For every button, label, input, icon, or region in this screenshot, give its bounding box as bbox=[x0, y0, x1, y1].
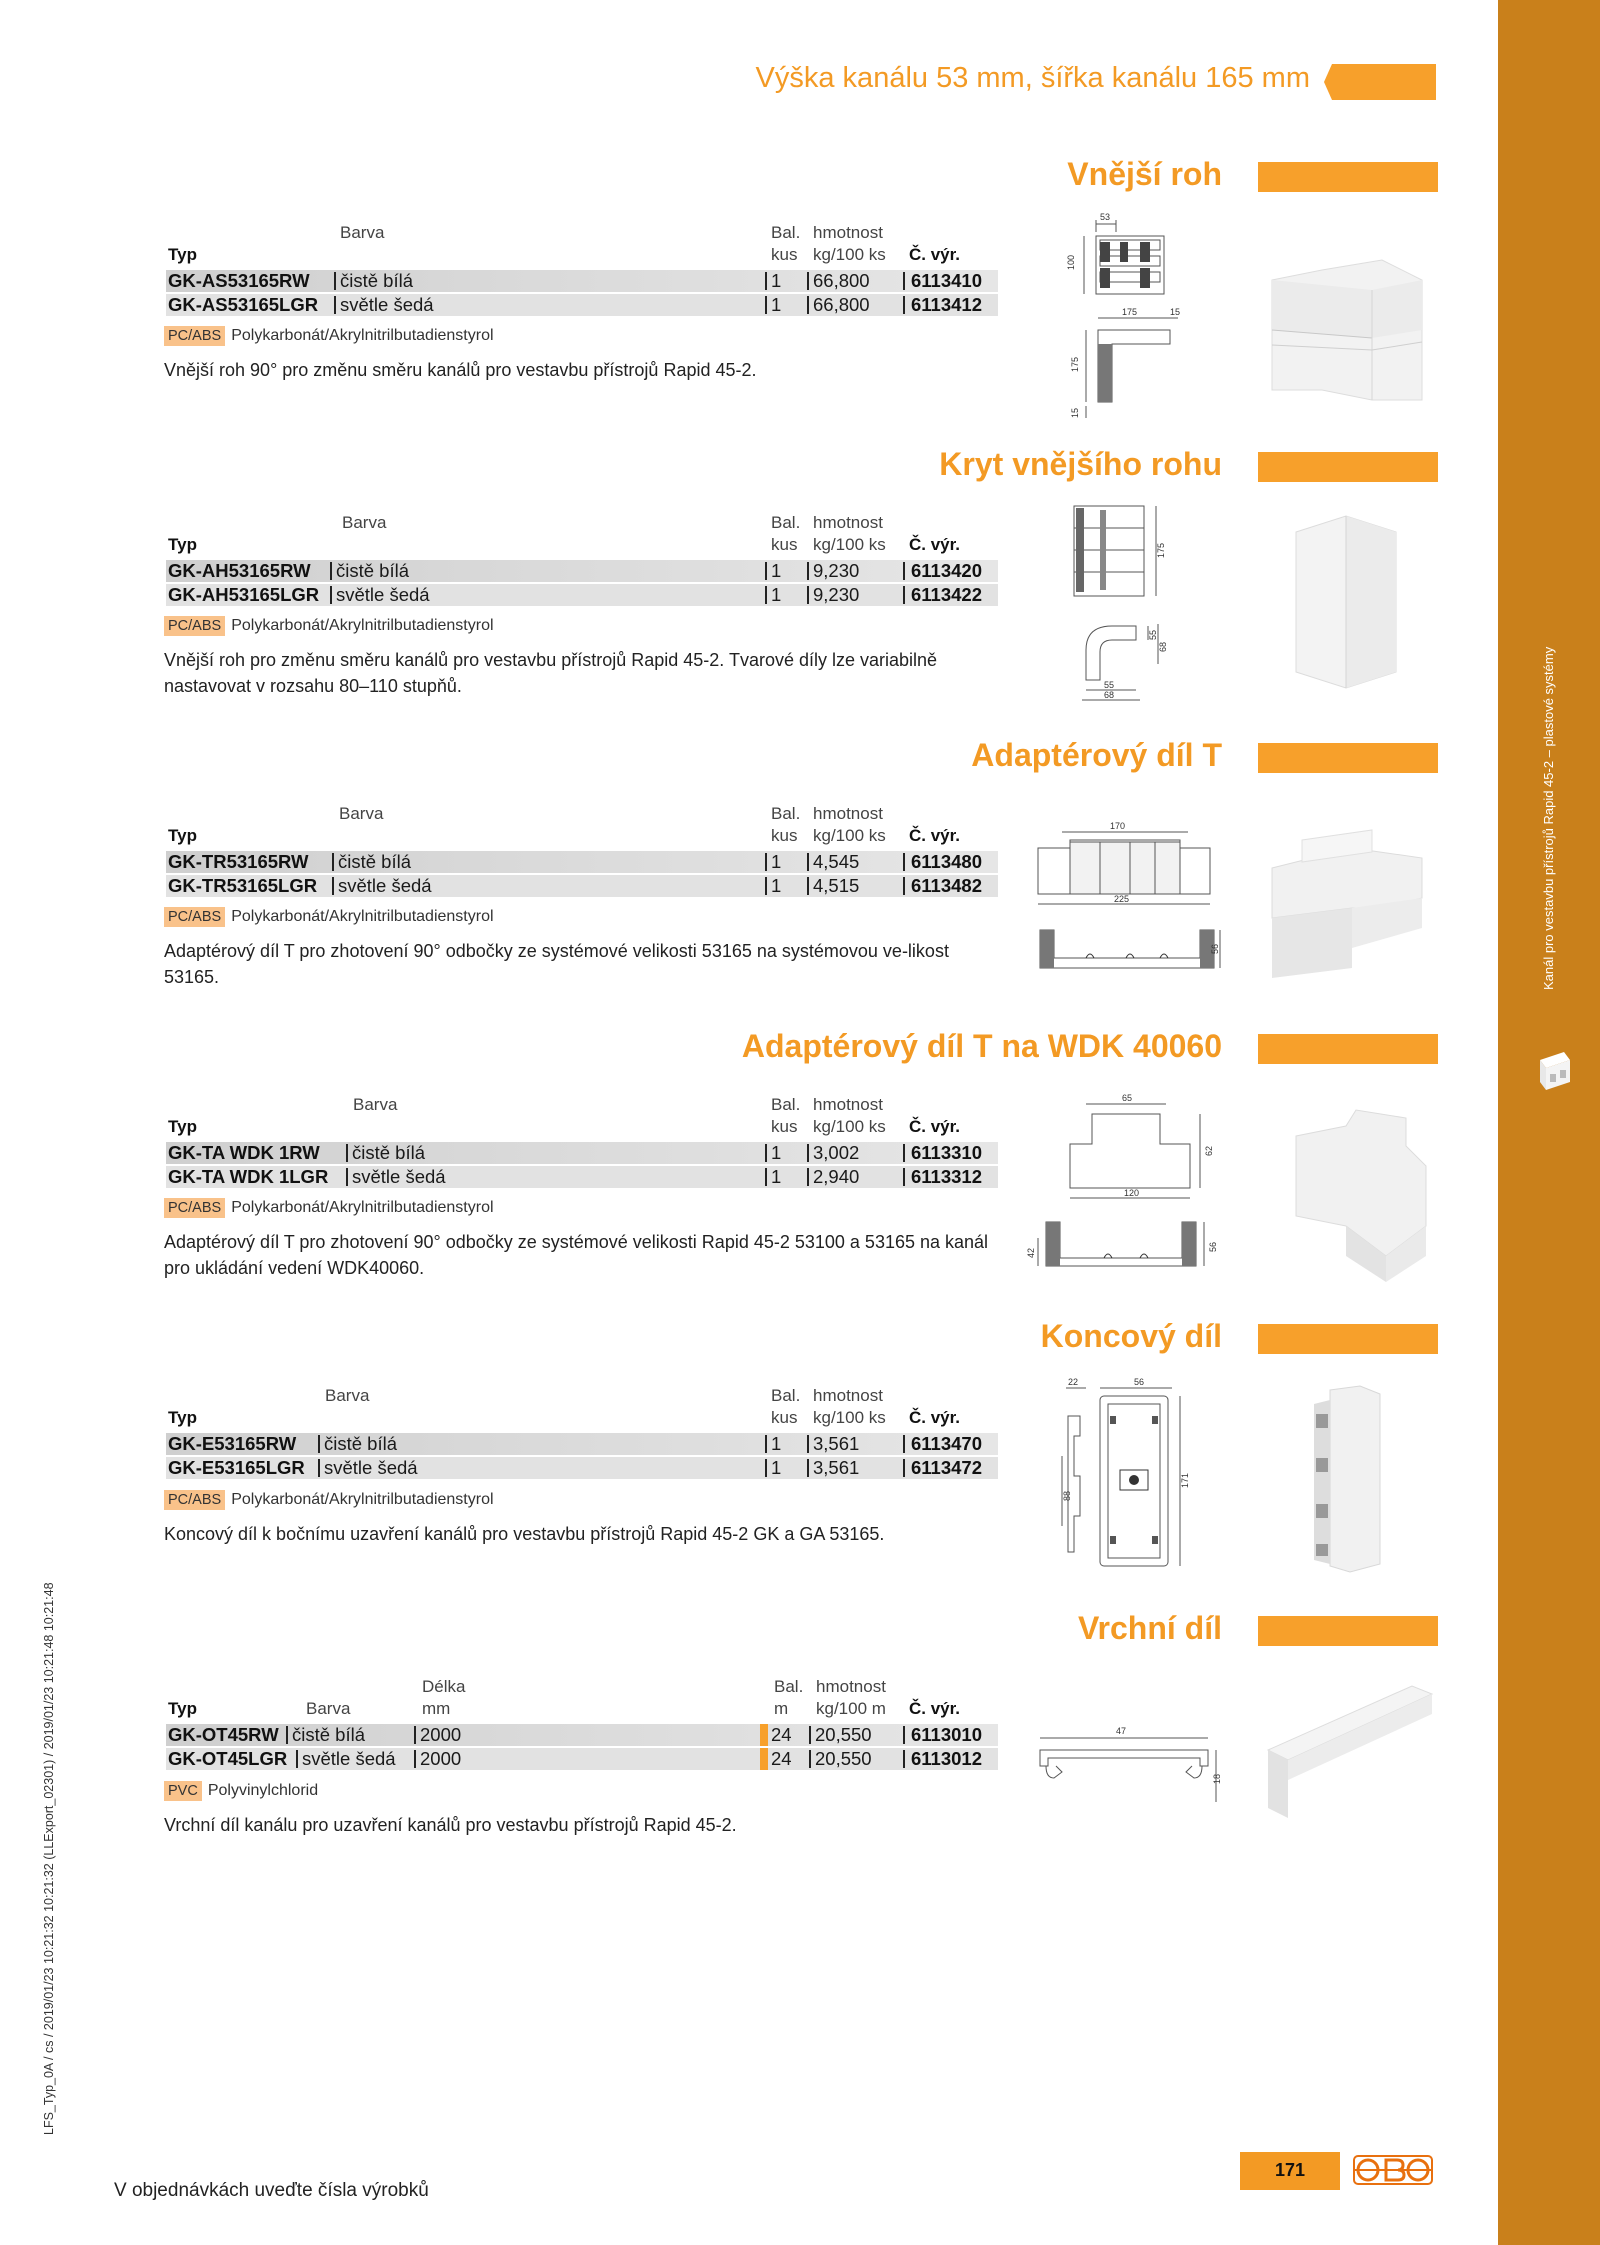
dim-label: 53 bbox=[1100, 212, 1111, 222]
dimension-drawing bbox=[1030, 818, 1220, 978]
section-title: Adaptérový díl T na WDK 40060 bbox=[741, 1028, 1222, 1064]
section-title-bar bbox=[1258, 1616, 1438, 1646]
head-pack: Bal. bbox=[771, 1386, 801, 1405]
row-length: 2000 bbox=[420, 1748, 462, 1769]
dim-label: 22 bbox=[1068, 1377, 1079, 1387]
head-article: Č. výr. bbox=[909, 1117, 961, 1136]
head-length: Délka bbox=[422, 1677, 466, 1696]
section-title: Vrchní díl bbox=[1077, 1610, 1222, 1646]
head-pack: Bal. bbox=[771, 804, 801, 823]
dim-label: 42 bbox=[1026, 1247, 1036, 1258]
dim-label: 65 bbox=[1122, 1093, 1133, 1103]
row-article: 6113472 bbox=[911, 1457, 983, 1478]
head-pack: Bal. bbox=[774, 1677, 804, 1696]
table-row bbox=[166, 1142, 998, 1164]
section-title: Kryt vnějšího rohu bbox=[939, 446, 1222, 482]
right-color-band bbox=[1498, 0, 1600, 2245]
material-badge: PC/ABS bbox=[164, 1198, 225, 1218]
page-number: 171 bbox=[1274, 2160, 1306, 2180]
channel-icon bbox=[1534, 1050, 1574, 1092]
head-pack-unit: kus bbox=[771, 826, 798, 845]
row-article: 6113420 bbox=[911, 560, 983, 581]
row-article: 6113312 bbox=[911, 1166, 983, 1187]
head-type: Typ bbox=[168, 1117, 197, 1136]
section-title-bar bbox=[1258, 1324, 1438, 1354]
dim-label: 225 bbox=[1114, 894, 1130, 904]
material-name: Polykarbonát/Akrylnitrilbutadienstyrol bbox=[231, 1199, 494, 1216]
row-marker bbox=[760, 1748, 768, 1770]
dim-label: 62 bbox=[1204, 1145, 1214, 1156]
section-title: Adaptérový díl T bbox=[971, 737, 1222, 773]
table-row bbox=[166, 1748, 998, 1770]
obo-logo-icon bbox=[1352, 2152, 1434, 2188]
table-row bbox=[166, 1166, 998, 1188]
dim-label: 175 bbox=[1156, 542, 1166, 558]
row-type: GK-AS53165LGR bbox=[168, 294, 319, 315]
row-type: GK-OT45RW bbox=[168, 1724, 279, 1745]
material-line bbox=[164, 1198, 494, 1218]
material-badge: PVC bbox=[164, 1781, 202, 1801]
product-description: Koncový díl k bočnímu uzavření kanálů pro vestavbu přístrojů Rapid 45-2 GK a GA 53165. bbox=[164, 1524, 885, 1544]
head-weight: hmotnost bbox=[813, 804, 883, 823]
head-pack: Bal. bbox=[771, 223, 801, 242]
dim-label: 100 bbox=[1066, 254, 1076, 270]
row-pack: 1 bbox=[771, 1433, 782, 1454]
row-weight: 2,940 bbox=[813, 1166, 860, 1187]
row-type: GK-AS53165RW bbox=[168, 270, 310, 291]
dimension-drawing bbox=[1026, 1092, 1220, 1270]
row-type: GK-TA WDK 1LGR bbox=[168, 1166, 329, 1187]
dim-label: 18 bbox=[1212, 1773, 1222, 1784]
row-color: čistě bílá bbox=[324, 1433, 398, 1454]
row-pack: 24 bbox=[771, 1748, 792, 1769]
row-pack: 1 bbox=[771, 851, 782, 872]
row-weight: 9,230 bbox=[813, 584, 860, 605]
section-title-bar bbox=[1258, 1034, 1438, 1064]
head-weight-unit: kg/100 ks bbox=[813, 245, 886, 264]
material-name: Polykarbonát/Akrylnitrilbutadienstyrol bbox=[231, 908, 494, 925]
product-description: Vnější roh 90° pro změnu směru kanálů pro vestavbu přístrojů Rapid 45-2. bbox=[164, 360, 757, 380]
material-line bbox=[164, 616, 494, 636]
head-weight: hmotnost bbox=[813, 1386, 883, 1405]
table-row bbox=[166, 270, 998, 292]
row-color: světle šedá bbox=[302, 1748, 396, 1769]
row-pack: 1 bbox=[771, 1166, 782, 1187]
row-article: 6113410 bbox=[911, 270, 983, 291]
head-weight: hmotnost bbox=[813, 513, 883, 532]
row-color: čistě bílá bbox=[340, 270, 414, 291]
row-article: 6113482 bbox=[911, 875, 983, 896]
material-name: Polykarbonát/Akrylnitrilbutadienstyrol bbox=[231, 1491, 494, 1508]
row-type: GK-TA WDK 1RW bbox=[168, 1142, 320, 1163]
product-photo bbox=[1310, 1384, 1390, 1574]
row-weight: 9,230 bbox=[813, 560, 860, 581]
row-type: GK-TR53165RW bbox=[168, 851, 309, 872]
head-article: Č. výr. bbox=[909, 535, 961, 554]
section-title-bar bbox=[1258, 162, 1438, 192]
table-row bbox=[166, 584, 998, 606]
material-badge: PC/ABS bbox=[164, 1490, 225, 1510]
side-caption-text: Kanál pro vestavbu přístrojů Rapid 45-2 – plastové systémy bbox=[1541, 646, 1556, 990]
table-row bbox=[166, 851, 998, 873]
row-color: čistě bílá bbox=[352, 1142, 426, 1163]
row-type: GK-AH53165LGR bbox=[168, 584, 320, 605]
head-type: Typ bbox=[168, 1408, 197, 1427]
product-description: Adaptérový díl T pro zhotovení 90° odbočky ze systémové velikosti Rapid 45-2 53100 a 53165 na kanál pro ukládání vedení WDK40060. bbox=[164, 1232, 989, 1278]
product-photo bbox=[1262, 250, 1432, 410]
row-article: 6113012 bbox=[911, 1748, 983, 1769]
head-weight-unit: kg/100 ks bbox=[813, 826, 886, 845]
row-weight: 3,561 bbox=[813, 1457, 860, 1478]
row-color: světle šedá bbox=[336, 584, 430, 605]
row-pack: 1 bbox=[771, 875, 782, 896]
material-name: Polykarbonát/Akrylnitrilbutadienstyrol bbox=[231, 617, 494, 634]
head-color: Barva bbox=[325, 1386, 370, 1405]
head-pack: Bal. bbox=[771, 1095, 801, 1114]
head-type: Typ bbox=[168, 1699, 197, 1718]
head-weight-unit: kg/100 m bbox=[816, 1699, 886, 1718]
head-color: Barva bbox=[306, 1699, 351, 1718]
row-pack: 1 bbox=[771, 560, 782, 581]
left-meta-text: LFS_Typ_0A / cs / 2019/01/23 10:21:32 10:21:32 (LLExport_02301) / 2019/01/23 10:21:48 10:21:48 bbox=[42, 1582, 56, 2135]
row-type: GK-TR53165LGR bbox=[168, 875, 318, 896]
head-length-unit: mm bbox=[422, 1699, 451, 1718]
head-article: Č. výr. bbox=[909, 245, 961, 264]
footer-note: V objednávkách uveďte čísla výrobků bbox=[114, 2180, 429, 2201]
row-type: GK-AH53165RW bbox=[168, 560, 311, 581]
row-pack: 1 bbox=[771, 270, 782, 291]
dim-label: 55 bbox=[1148, 629, 1158, 640]
head-color: Barva bbox=[339, 804, 384, 823]
row-article: 6113310 bbox=[911, 1142, 983, 1163]
material-name: Polykarbonát/Akrylnitrilbutadienstyrol bbox=[231, 327, 494, 344]
row-article: 6113422 bbox=[911, 584, 983, 605]
product-photo bbox=[1286, 512, 1406, 692]
row-color: čistě bílá bbox=[292, 1724, 366, 1745]
table-row bbox=[166, 294, 998, 316]
row-weight: 4,515 bbox=[813, 875, 860, 896]
row-pack: 1 bbox=[771, 294, 782, 315]
table-row bbox=[166, 560, 998, 582]
row-article: 6113470 bbox=[911, 1433, 983, 1454]
material-badge: PC/ABS bbox=[164, 907, 225, 927]
dim-label: 47 bbox=[1116, 1726, 1127, 1736]
row-weight: 66,800 bbox=[813, 294, 870, 315]
row-weight: 3,561 bbox=[813, 1433, 860, 1454]
head-pack-unit: m bbox=[774, 1699, 789, 1718]
head-color: Barva bbox=[342, 513, 387, 532]
dim-label: 56 bbox=[1134, 1377, 1145, 1387]
row-type: GK-E53165RW bbox=[168, 1433, 297, 1454]
head-article: Č. výr. bbox=[909, 1408, 961, 1427]
section-title-bar bbox=[1258, 743, 1438, 773]
row-weight: 3,002 bbox=[813, 1142, 860, 1163]
head-color: Barva bbox=[353, 1095, 398, 1114]
head-type: Typ bbox=[168, 535, 197, 554]
row-length: 2000 bbox=[420, 1724, 462, 1745]
row-color: čistě bílá bbox=[338, 851, 412, 872]
dim-label: 68 bbox=[1104, 690, 1115, 700]
row-type: GK-E53165LGR bbox=[168, 1457, 305, 1478]
row-weight: 4,545 bbox=[813, 851, 860, 872]
dim-label: 88 bbox=[1062, 1490, 1072, 1501]
product-photo bbox=[1262, 1684, 1436, 1824]
head-type: Typ bbox=[168, 826, 197, 845]
row-color: světle šedá bbox=[352, 1166, 446, 1187]
dimension-drawing bbox=[1032, 1722, 1222, 1818]
head-article: Č. výr. bbox=[909, 1699, 961, 1718]
material-line bbox=[164, 326, 494, 346]
material-line bbox=[164, 1490, 494, 1510]
head-pack-unit: kus bbox=[771, 245, 798, 264]
product-description: Adaptérový díl T pro zhotovení 90° odbočky ze systémové velikosti 53165 na systémovou ve-likost 53165. bbox=[164, 941, 949, 987]
dim-label: 15 bbox=[1070, 407, 1080, 418]
material-name: Polyvinylchlorid bbox=[207, 1782, 319, 1799]
dim-label: 68 bbox=[1158, 641, 1168, 652]
material-line bbox=[164, 907, 494, 927]
dim-label: 56 bbox=[1210, 943, 1220, 954]
head-weight-unit: kg/100 ks bbox=[813, 1117, 886, 1136]
row-weight: 66,800 bbox=[813, 270, 870, 291]
row-weight: 20,550 bbox=[815, 1724, 872, 1745]
product-description: Vrchní díl kanálu pro uzavření kanálů pro vestavbu přístrojů Rapid 45-2. bbox=[164, 1815, 737, 1835]
row-pack: 1 bbox=[771, 1457, 782, 1478]
row-color: světle šedá bbox=[324, 1457, 418, 1478]
head-color: Barva bbox=[340, 223, 385, 242]
dim-label: 175 bbox=[1070, 356, 1080, 372]
dim-label: 55 bbox=[1104, 680, 1115, 690]
table-row bbox=[166, 1457, 998, 1479]
head-pack-unit: kus bbox=[771, 1408, 798, 1427]
row-color: čistě bílá bbox=[336, 560, 410, 581]
dim-label: 15 bbox=[1170, 307, 1181, 317]
head-article: Č. výr. bbox=[909, 826, 961, 845]
product-photo bbox=[1262, 828, 1434, 978]
row-marker bbox=[760, 1724, 768, 1746]
product-photo bbox=[1286, 1106, 1436, 1286]
row-pack: 1 bbox=[771, 1142, 782, 1163]
head-weight-unit: kg/100 ks bbox=[813, 1408, 886, 1427]
head-weight: hmotnost bbox=[813, 1095, 883, 1114]
dim-label: 56 bbox=[1208, 1241, 1218, 1252]
dimension-drawing bbox=[1060, 1376, 1190, 1576]
row-color: světle šedá bbox=[340, 294, 434, 315]
head-pack-unit: kus bbox=[771, 1117, 798, 1136]
section-title-bar bbox=[1258, 452, 1438, 482]
row-type: GK-OT45LGR bbox=[168, 1748, 288, 1769]
material-line bbox=[164, 1781, 318, 1801]
material-badge: PC/ABS bbox=[164, 326, 225, 346]
page-header-title: Výška kanálu 53 mm, šířka kanálu 165 mm bbox=[755, 62, 1310, 94]
row-article: 6113412 bbox=[911, 294, 983, 315]
row-pack: 24 bbox=[771, 1724, 792, 1745]
dimension-drawing bbox=[1060, 212, 1220, 420]
row-article: 6113480 bbox=[911, 851, 983, 872]
head-weight-unit: kg/100 ks bbox=[813, 535, 886, 554]
section-title: Koncový díl bbox=[1040, 1318, 1222, 1354]
head-weight: hmotnost bbox=[816, 1677, 886, 1696]
material-badge: PC/ABS bbox=[164, 616, 225, 636]
product-description: Vnější roh pro změnu směru kanálů pro vestavbu přístrojů Rapid 45-2. Tvarové díly lze variabilně nastavovat v rozsahu 80–110 stupňů. bbox=[164, 650, 938, 696]
dim-label: 170 bbox=[1110, 821, 1126, 831]
row-article: 6113010 bbox=[911, 1724, 983, 1745]
table-row bbox=[166, 1724, 998, 1746]
head-type: Typ bbox=[168, 245, 197, 264]
header-tab bbox=[1324, 64, 1436, 100]
dimension-drawing bbox=[1066, 500, 1176, 710]
table-row bbox=[166, 1433, 998, 1455]
row-pack: 1 bbox=[771, 584, 782, 605]
dim-label: 171 bbox=[1180, 1472, 1190, 1488]
head-weight: hmotnost bbox=[813, 223, 883, 242]
head-pack-unit: kus bbox=[771, 535, 798, 554]
dim-label: 175 bbox=[1122, 307, 1138, 317]
section-title: Vnější roh bbox=[1067, 156, 1222, 192]
row-color: světle šedá bbox=[338, 875, 432, 896]
row-weight: 20,550 bbox=[815, 1748, 872, 1769]
head-pack: Bal. bbox=[771, 513, 801, 532]
dim-label: 120 bbox=[1124, 1188, 1140, 1198]
table-row bbox=[166, 875, 998, 897]
